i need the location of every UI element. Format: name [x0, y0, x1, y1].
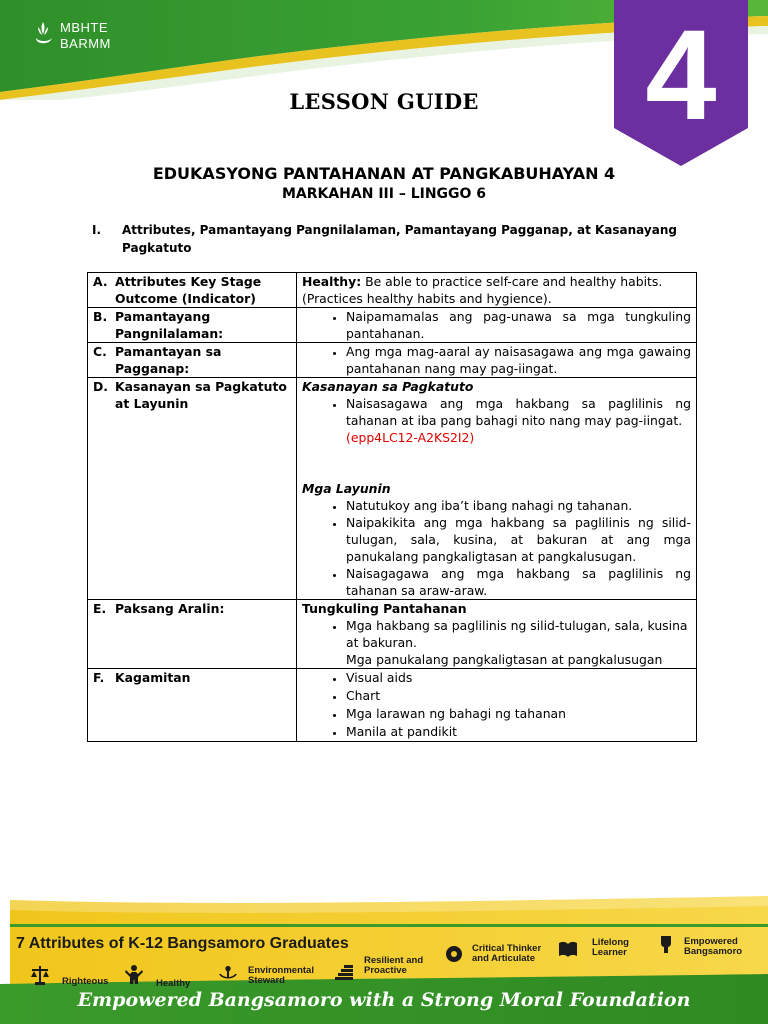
list-item: • Chart: [346, 687, 691, 705]
quarter-week: MARKAHAN III – LINGGO 6: [281, 186, 487, 202]
row-label: [88, 343, 297, 378]
scale-icon: [30, 964, 50, 986]
attribute-name: Healthy:: [302, 274, 362, 289]
section-number: I.: [92, 223, 102, 237]
list-item: • Ang mga mag-aaral ay naisasagawa ang mga gawaing pantahanan nang may pag-iingat.: [346, 343, 691, 377]
attribute-critical-thinker: Critical Thinker and Articulate: [472, 943, 542, 964]
row-value: [297, 378, 697, 600]
row-key: D.: [93, 379, 108, 394]
table-row: [88, 273, 697, 308]
lesson-title: LESSON GUIDE: [289, 89, 479, 114]
logo-text-line2: BARMM: [60, 36, 111, 51]
section-text: Attributes, Pamantayang Pangnilalaman, Pamantayang Pagganap, at Kasanayang Pagkatuto: [122, 223, 677, 255]
raised-fist-icon: [656, 932, 676, 954]
list-item: • Mga larawan ng bahagi ng tahanan: [346, 705, 691, 723]
row-label-text: Attributes Key Stage Outcome (Indicator): [115, 274, 262, 306]
row-label: [88, 378, 297, 600]
row-key: E.: [93, 601, 107, 616]
list-item-text: Naisasagawa ang mga hakbang sa paglilinis ng tahanan at iba pang bahagi nito nang may pag-iingat.: [346, 396, 691, 428]
row-label-text: Pamantayang Pangnilalaman:: [115, 309, 224, 341]
grade-number: 4: [645, 4, 717, 147]
list-item: [346, 617, 691, 668]
row-value: [297, 669, 697, 742]
attribute-healthy: Healthy: [156, 978, 191, 989]
gear-head-icon: [444, 944, 464, 966]
row-value: [297, 308, 697, 343]
lesson-guide-table: [87, 272, 697, 742]
row-label-text: Pamantayan sa Pagganap:: [115, 344, 222, 376]
subheading: Kasanayan sa Pagkatuto: [302, 379, 474, 394]
crescent-logo-icon: [30, 18, 56, 48]
row-key: C.: [93, 344, 107, 359]
attribute-text: Be able to practice self-care and healthy habits. (Practices healthy habits and hygience).: [302, 274, 663, 306]
row-value: [297, 273, 697, 308]
table-row: [88, 343, 697, 378]
list-item: [346, 395, 691, 446]
subheading: Mga Layunin: [302, 481, 391, 496]
list-item: • Natutukoy ang iba’t ibang nahagi ng tahanan.: [346, 497, 691, 514]
stairs-icon: [334, 960, 354, 982]
row-value: [297, 600, 697, 669]
strong-person-icon: [124, 964, 144, 986]
logo-text-line1: MBHTE: [60, 20, 108, 35]
table-row: [88, 600, 697, 669]
row-label: [88, 273, 297, 308]
list-item: • Visual aids: [346, 669, 691, 687]
footer-title: 7 Attributes of K-12 Bangsamoro Graduates: [16, 935, 349, 952]
table-row: [88, 308, 697, 343]
attribute-righteous: Righteous: [62, 976, 109, 987]
row-label: [88, 600, 297, 669]
table-row: [88, 669, 697, 742]
mbhte-logo: [30, 16, 140, 56]
list-item-text: Mga panukalang pangkaligtasan at pangkalusugan: [346, 652, 663, 667]
book-icon: [558, 938, 578, 960]
row-label-text: Paksang Aralin:: [115, 601, 225, 616]
row-label: [88, 308, 297, 343]
attribute-lifelong-learner: Lifelong Learner: [592, 937, 629, 958]
attribute-empowered-bangsamoro: Empowered Bangsamoro: [684, 936, 743, 957]
plant-hands-icon: [218, 962, 238, 984]
subheading: Tungkuling Pantahanan: [302, 601, 467, 616]
row-key: B.: [93, 309, 108, 324]
row-label-text: Kagamitan: [115, 670, 191, 685]
row-label: [88, 669, 297, 742]
list-item: • Naipamamalas ang pag-unawa sa mga tungkuling pantahanan.: [346, 308, 691, 342]
attribute-environmental-steward: Environmental Steward: [248, 965, 314, 986]
list-item: • Naisagagawa ang mga hakbang sa paglilinis ng tahanan sa araw-araw.: [346, 565, 691, 599]
attribute-resilient-proactive: Resilient and Proactive: [364, 955, 424, 976]
row-key: F.: [93, 670, 105, 685]
row-key: A.: [93, 274, 108, 289]
competency-code: (epp4LC12-A2KS2I2): [346, 430, 475, 445]
row-label-text: Kasanayan sa Pagkatuto at Layunin: [115, 379, 287, 411]
list-item: • Manila at pandikit: [346, 723, 691, 741]
table-row: [88, 378, 697, 600]
list-item: • Naipakikita ang mga hakbang sa paglilinis ng silid-tulugan, sala, kusina, at bakuran at ang mga panukalang pangkaligtasan at pangkalusugan.: [346, 514, 691, 565]
subject-title: EDUKASYONG PANTAHANAN AT PANGKABUHAYAN 4: [152, 164, 616, 183]
list-item-text: Mga hakbang sa paglilinis ng silid-tulugan, sala, kusina at bakuran.: [346, 618, 688, 650]
footer-slogan: Empowered Bangsamoro with a Strong Moral Foundation: [77, 989, 691, 1011]
row-value: [297, 343, 697, 378]
